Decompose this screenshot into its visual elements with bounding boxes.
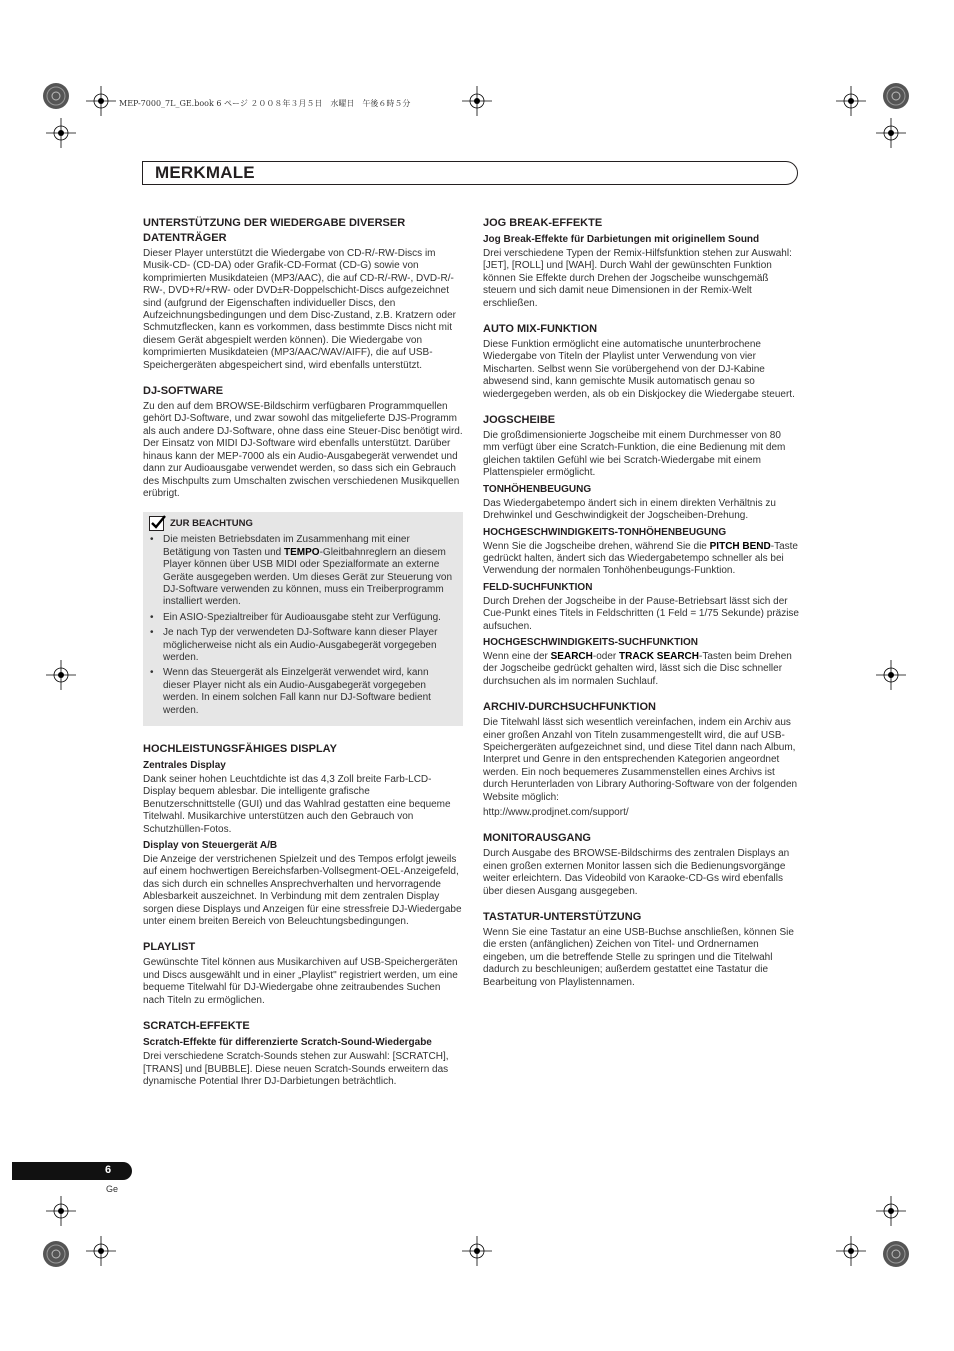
page-number-tab bbox=[12, 1162, 132, 1180]
section-heading: SCRATCH-EFFEKTE bbox=[143, 1020, 250, 1033]
note-item: • Wenn das Steuergerät als Einzelgerät verwendet wird, kann dieser Player nicht als ein Audio-Ausgabegerät vorgegeben werden. In einem solchen Fall kann nur DJ-Software bedient werden. bbox=[159, 667, 455, 717]
section-text: Wenn Sie die Jogscheibe drehen, während Sie die PITCH BEND-Taste gedrückt halten, ändert sich das Wiedergabetempo schneller als bei Verwendung der normalen Tonhöhenbeugungs-Funktion. bbox=[483, 540, 798, 577]
crosshair-icon bbox=[46, 1196, 76, 1226]
section-text: Dieser Player unterstützt die Wiedergabe von CD-R/-RW-Discs im Musik-CD- (CD-DA) oder Grafik-CD-Format (CD-G) sowie von komprimierten Musikdateien (MP3/AAC), die auf CD-R/-RW-, DVD-R/-RW-, DVD+R/+RW- oder DVD±R-Doppelschicht-Discs aufgezeichnet sind (aufgrund der Eigenschaften individueller Discs, den Aufzeichnungsbedingungen und dem Disc-Zustand, z.B. Kratzern oder Schmutzflecken, kann es vorkommen, dass bestimmte Discs nicht mit diesem Gerät abgespielt werden können). Die Wiedergabe von komprimierten Musikdateien (MP3/AAC/WAV/AIFF), die auf USB-Speichergeräten abgespeichert sind, wird ebenfalls unterstützt. bbox=[143, 248, 456, 371]
section-text: Gewünschte Titel können aus Musikarchiven auf USB-Speichergeräten und Discs ausgewählt und in einer „Playlist" registriert werden, um eine bequeme Titelwahl für DJ-Wiedergabe ohne zeitraubendes Suchen nach Titeln zu ermöglichen. bbox=[143, 957, 458, 1006]
registration-mark-icon bbox=[880, 80, 912, 112]
registration-mark-icon bbox=[880, 1238, 912, 1270]
section-heading: AUTO MIX-FUNKTION bbox=[483, 323, 598, 336]
note-list bbox=[149, 534, 455, 717]
crosshair-icon bbox=[836, 1236, 866, 1266]
section-heading: PLAYLIST bbox=[143, 941, 196, 954]
crosshair-icon bbox=[836, 86, 866, 116]
crosshair-icon bbox=[876, 1196, 906, 1226]
section-text: Die großdimensionierte Jogscheibe mit einem Durchmesser von 80 mm verfügt über eine Scratch-Funktion, die eine Bedienung mit dem gleichen taktilen Gefühl wie bei Scratch-Wiedergabe mit einem Plattenspieler ermöglicht. bbox=[483, 430, 786, 479]
section-jog-break bbox=[483, 216, 799, 310]
section-text: Diese Funktion ermöglicht eine automatische ununterbrochene Wiedergabe von Titeln der Playlist unter Verwendung von vier Mischarten. Selbst wenn Sie vorübergehend von der DJ-Kabine abwesend sind, kann gemischte Musik automatisch genau so wiedergegeben werden, als ob ein Diskjockey die Wiedergabe steuert. bbox=[483, 339, 795, 400]
page-title-bar bbox=[142, 161, 798, 185]
section-datentraeger bbox=[143, 216, 463, 372]
section-subheading: Zentrales Display bbox=[143, 760, 226, 771]
section-heading: ARCHIV-DURCHSUCHFUNKTION bbox=[483, 701, 656, 714]
section-scratch bbox=[143, 1019, 463, 1088]
section-heading: JOGSCHEIBE bbox=[483, 414, 556, 427]
section-dj-software bbox=[143, 384, 463, 500]
page-number: 6 bbox=[105, 1164, 112, 1176]
section-text: Wenn Sie eine Tastatur an eine USB-Buchse anschließen, können Sie die ersten (anfänglichen) Zeichen von Titel- und Ordnernamen eingeben, um die betreffende Stelle zu springen und die Titelwahl dadurch zu beschleunigen; außerdem gestattet eine Tastatur die Bearbeitung von Playlistennamen. bbox=[483, 927, 794, 988]
note-header bbox=[149, 516, 455, 531]
section-subheading: HOCHGESCHWINDIGKEITS-TONHÖHENBEUGUNG bbox=[483, 526, 727, 538]
section-subheading: TONHÖHENBEUGUNG bbox=[483, 483, 592, 495]
section-text: Dank seiner hohen Leuchtdichte ist das 4,3 Zoll breite Farb-LCD-Display bequem ablesbar. Die intelligente grafische Benutzerschnittstelle (GUI) und das Wahlrad gestatten eine bequeme Titelwahl. Musikarchive unterstützen auch den Gebrauch von Schutzhüllen-Fotos. bbox=[143, 774, 451, 835]
section-jogscheibe bbox=[483, 413, 799, 688]
crosshair-icon bbox=[46, 660, 76, 690]
print-header: MEP-7000_7L_GE.book 6 ページ ２００８年３月５日 水曜日 午後６時５分 bbox=[119, 99, 411, 108]
section-text: Durch Drehen der Jogscheibe in der Pause-Betriebsart lässt sich der Cue-Punkt eines Titels in Feldschritten (1 Feld = 1/75 Sekunde) präzise aufsuchen. bbox=[483, 595, 799, 632]
section-text: Durch Ausgabe des BROWSE-Bildschirms des zentralen Displays an einen großen externen Monitor lassen sich die Bedienungsvorgänge weiter erleichtern. Das Videobild von Karaoke-CD-Gs wird ebenfalls über diesen Ausgang ausgegeben. bbox=[483, 848, 790, 897]
section-subheading: Jog Break-Effekte für Darbietungen mit originellem Sound bbox=[483, 234, 760, 245]
section-heading: JOG BREAK-EFFEKTE bbox=[483, 217, 603, 229]
section-display bbox=[143, 742, 463, 928]
crosshair-icon bbox=[86, 86, 116, 116]
section-subheading: Scratch-Effekte für differenzierte Scratch-Sound-Wiedergabe bbox=[143, 1037, 432, 1049]
section-text: Zu den auf dem BROWSE-Bildschirm verfügbaren Programmquellen gehört DJ-Software, und zwar sowohl das mitgelieferte DJS-Programm als auch andere DJ-Software, ohne dass eine Steuer-Disc benötigt wird. Der Einsatz von MIDI DJ-Software wird ebenfalls unterstützt. Darüber hinaus kann der MEP-7000 als ein Audio-Ausgabegerät verwendet und dann zur Audioausgabe verwendet werden, so dass sich ein Gebrauch des Mischpults zum Umschalten zwischen verschiedenen Musikquellen erübrigt. bbox=[143, 401, 463, 499]
right-column bbox=[483, 216, 799, 1001]
checkmark-icon bbox=[149, 516, 164, 531]
section-heading: DJ-SOFTWARE bbox=[143, 385, 224, 398]
crosshair-icon bbox=[462, 86, 492, 116]
section-tastatur bbox=[483, 910, 799, 989]
section-heading: TASTATUR-UNTERSTÜTZUNG bbox=[483, 911, 642, 924]
note-box bbox=[143, 512, 463, 726]
crosshair-icon bbox=[876, 660, 906, 690]
language-code: Ge bbox=[106, 1184, 119, 1194]
section-subheading: Display von Steuergerät A/B bbox=[143, 840, 278, 852]
note-title: ZUR BEACHTUNG bbox=[170, 518, 253, 530]
note-item: • Die meisten Betriebsdaten im Zusammenhang mit einer Betätigung von Tasten und TEMPO-Gleitbahnreglern an diesem Player können über USB MIDI oder Spezialformate an externe Geräte ausgegeben werden. Um dieses Gerät zur Steuerung von DJ-Software verwenden zu können, muss ein Treiberprogramm installiert werden. bbox=[159, 534, 455, 608]
section-heading: HOCHLEISTUNGSFÄHIGES DISPLAY bbox=[143, 743, 337, 755]
left-column bbox=[143, 216, 463, 1100]
section-auto-mix bbox=[483, 322, 799, 401]
section-playlist bbox=[143, 940, 463, 1007]
section-text: Das Wiedergabetempo ändert sich in einem direkten Verhältnis zu Drehwinkel und Geschwindigkeit der Jogscheiben-Drehung. bbox=[483, 497, 776, 522]
crosshair-icon bbox=[46, 118, 76, 148]
crosshair-icon bbox=[462, 1236, 492, 1266]
support-url: http://www.prodjnet.com/support/ bbox=[483, 807, 629, 818]
note-item: • Je nach Typ der verwendeten DJ-Software kann dieser Player möglicherweise nicht als ein Audio-Ausgabegerät vorgegeben werden. bbox=[159, 627, 455, 664]
registration-mark-icon bbox=[40, 1238, 72, 1270]
section-heading: MONITORAUSGANG bbox=[483, 832, 591, 845]
section-archiv bbox=[483, 700, 799, 819]
crosshair-icon bbox=[86, 1236, 116, 1266]
section-heading: UNTERSTÜTZUNG DER WIEDERGABE DIVERSER DATENTRÄGER bbox=[143, 217, 406, 244]
section-text: Drei verschiedene Scratch-Sounds stehen zur Auswahl: [SCRATCH], [TRANS] und [BUBBLE]. Diese neuen Scratch-Sounds erweitern das dynamische Potential Ihrer DJ-Darbietungen beträchtlich. bbox=[143, 1051, 449, 1087]
section-text: Die Titelwahl lässt sich wesentlich vereinfachen, indem ein Archiv aus einer großen Anzahl von Titeln zusammengestellt wird, die auf USB-Speichergeräten aufgezeichnet sind, und diese Titel dann nach Album, Interpret und Genre in den entsprechenden Kategorien angeordnet werden. Ein noch bequemeres Zusammenstellen eines Archivs ist durch Herunterladen von Library Authoring-Software von der folgenden Website möglich: bbox=[483, 717, 798, 803]
section-subheading: HOCHGESCHWINDIGKEITS-SUCHFUNKTION bbox=[483, 636, 698, 648]
note-item: • Ein ASIO-Spezialtreiber für Audioausgabe steht zur Verfügung. bbox=[159, 612, 455, 624]
section-monitor bbox=[483, 831, 799, 898]
section-text: Drei verschiedene Typen der Remix-Hilfsfunktion stehen zur Auswahl: [JET], [ROLL] und [WAH]. Durch Wahl der gewünschten Funktion können Sie Effekte durch Drehen der Jogscheibe wunschgemäß steuern und sich damit neue Dimensionen in der Remix-Welt erschließen. bbox=[483, 248, 792, 309]
registration-mark-icon bbox=[40, 80, 72, 112]
section-text: Die Anzeige der verstrichenen Spielzeit und des Tempos erfolgt jeweils auf einem hochwertigen Bereichsfarben-Vollsegment-OEL-Anzeigefeld, das sich durch ein schnelles Ansprechverhalten und hervorragende Ablesbarkeit auszeichnet. In Verbindung mit dem zentralen Display sorgen diese Displays und Anzeigen für eine stressfreie DJ-Wiedergabe unter einem breiten Bereich von Beleuchtungsbedingungen. bbox=[143, 854, 462, 928]
page-title: MERKMALE bbox=[155, 163, 255, 182]
section-subheading: FELD-SUCHFUNKTION bbox=[483, 581, 593, 593]
section-text: Wenn eine der SEARCH-oder TRACK SEARCH-Tasten beim Drehen der Jogscheibe gedrückt gehalten wird, lässt sich die Disc schneller durchsuchen als im normalen Suchlauf. bbox=[483, 650, 792, 687]
crosshair-icon bbox=[876, 118, 906, 148]
